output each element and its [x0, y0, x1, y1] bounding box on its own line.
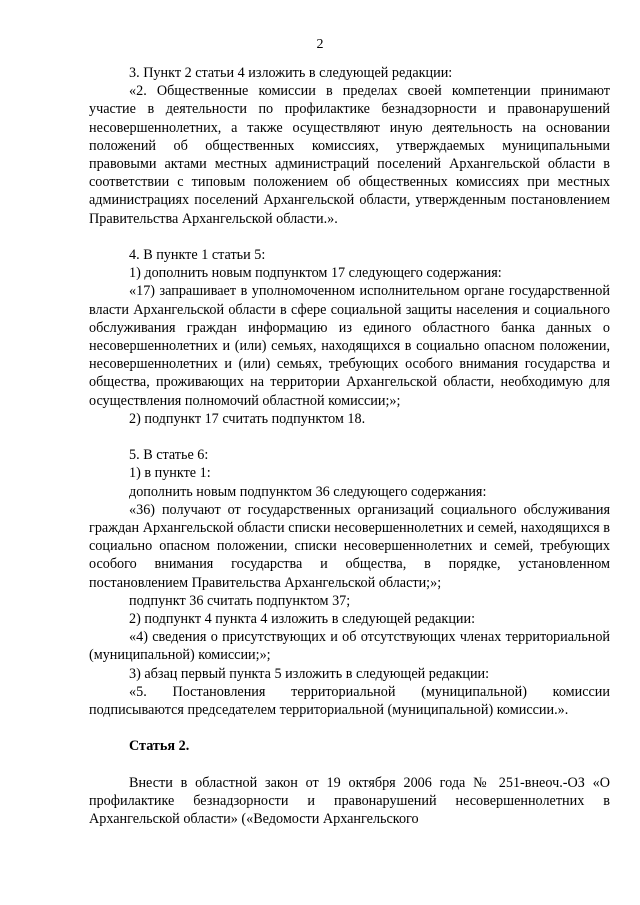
spacer	[89, 228, 610, 246]
paragraph: «5. Постановления территориальной (муниципальной) комиссии подписываются председателем территориальной (муниципальной) комиссии.».	[89, 683, 610, 719]
paragraph: «4) сведения о присутствующих и об отсутствующих членах территориальной (муниципальной) комиссии;»;	[89, 629, 610, 664]
paragraph: 3. Пункт 2 статьи 4 изложить в следующей редакции:	[129, 65, 453, 81]
page-number: 2	[316, 37, 324, 52]
document-body	[89, 64, 610, 828]
paragraph: 3) абзац первый пункта 5 изложить в следующей редакции:	[129, 665, 490, 682]
paragraph: «17) запрашивает в уполномоченном исполнительном органе государственной власти Архангельской области в сфере социальной защиты населения и социального обслуживания граждан информацию из единого областного банка данных о несовершеннолетних и (или) семьях, находящихся в социально опасном положении, несовершеннолетних и (или) семьях, требующих особого внимания государства и общества, проживающих на территории Архангельской области, необходимую для осуществления полномочий областной комиссии;»;	[89, 283, 610, 409]
article-heading: Статья 2.	[129, 738, 190, 755]
paragraph: 1) в пункте 1:	[129, 465, 211, 482]
paragraph: Внести в областной закон от 19 октября 2006 года № 251-внеоч.-ОЗ «О профилактике безнадзорности и правонарушений несовершеннолетних в Архангельской области» («Ведомости Архангельского	[89, 774, 610, 828]
spacer	[89, 428, 610, 446]
paragraph: «36) получают от государственных организаций социального обслуживания граждан Архангельской области списки несовершеннолетних и семей, находящихся в социально опасном положении, списки несовершеннолетних и семей, требующих особого внимания государства и общества, в порядке, установленном постановлением Правительства Архангельской области;»;	[89, 501, 610, 591]
paragraph: 2) подпункт 4 пункта 4 изложить в следующей редакции:	[129, 611, 476, 628]
paragraph: 5. В статье 6:	[129, 447, 209, 464]
paragraph: 2) подпункт 17 считать подпунктом 18.	[129, 410, 366, 427]
paragraph: подпункт 36 считать подпунктом 37;	[129, 592, 351, 609]
spacer	[89, 756, 610, 774]
paragraph: «2. Общественные комиссии в пределах своей компетенции принимают участие в деятельности по профилактике безнадзорности и правонарушений несовершеннолетних, а также осуществляют иную деятельность на основании положений об общественных комиссиях, утверждаемых муниципальными правовыми актами местных администраций поселений Архангельской области в соответствии с типовым положением об общественных комиссиях при местных администрациях поселений Архангельской области, утвержденным постановлением Правительства Архангельской области.».	[89, 83, 610, 227]
paragraph: 4. В пункте 1 статьи 5:	[129, 247, 266, 264]
paragraph: дополнить новым подпунктом 36 следующего содержания:	[129, 483, 487, 500]
paragraph: 1) дополнить новым подпунктом 17 следующего содержания:	[129, 265, 502, 282]
spacer	[89, 719, 610, 737]
